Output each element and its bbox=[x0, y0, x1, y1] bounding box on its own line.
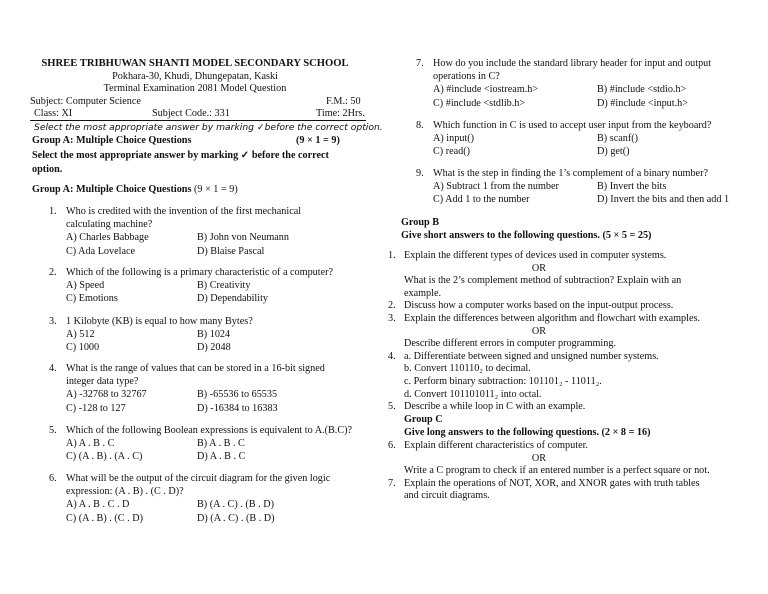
instruction-italic: Select the most appropriate answer by marking ✓before the correct option. bbox=[34, 122, 383, 133]
groupB-question-text: What is the 2’s complement method of subtraction? Explain with an bbox=[404, 275, 682, 287]
groupC-question-text: Explain the operations of NOT, XOR, and XNOR gates with truth tables bbox=[404, 477, 700, 489]
mcq-option-d: D) (A . C) . (B . D) bbox=[197, 512, 275, 524]
groupB-question-number: 2. bbox=[388, 300, 396, 312]
groupB-or-separator: OR bbox=[531, 325, 547, 337]
mcq-option-c: C) Add 1 to the number bbox=[433, 194, 530, 206]
mcq-question-text: Which function in C is used to accept user input from the keyboard? bbox=[433, 120, 712, 131]
mcq-number: 9. bbox=[416, 168, 424, 179]
mcq-option-c: C) (A . B) . (C . D) bbox=[66, 512, 143, 524]
groupB-or-separator: OR bbox=[531, 262, 547, 274]
mcq-option-a: A) Speed bbox=[66, 280, 105, 292]
group-a-heading-marks: (9 × 1 = 9) bbox=[193, 184, 238, 195]
mcq-question-text: What is the range of values that can be stored in a 16-bit signed bbox=[66, 363, 325, 374]
groupB-question-text: example. bbox=[404, 287, 442, 299]
mcq-option-c: C) 1000 bbox=[66, 342, 100, 354]
mcq-option-b: B) scanf() bbox=[597, 133, 639, 145]
groupB-question-text: Discuss how a computer works based on the input-output process. bbox=[404, 300, 674, 312]
mcq-option-a: A) input() bbox=[433, 133, 475, 145]
mcq-question-text: Who is credited with the invention of the first mechanical bbox=[66, 206, 302, 217]
groupB-question-number: 4. bbox=[388, 350, 396, 362]
groupB-question-text: Explain the differences between algorithm and flowchart with examples. bbox=[404, 313, 700, 324]
mcq-number: 4. bbox=[49, 363, 57, 374]
mcq-number: 5. bbox=[49, 425, 57, 436]
mcq-option-d: D) 2048 bbox=[197, 342, 231, 354]
group-b-title: Group B bbox=[401, 217, 440, 228]
group-a-marks: (9 × 1 = 9) bbox=[296, 135, 340, 146]
group-b-instruction: Give short answers to the following questions. (5 × 5 = 25) bbox=[401, 230, 652, 241]
mcq-question-text: What is the step in finding the 1’s complement of a binary number? bbox=[433, 168, 708, 179]
groupC-question-text: Write a C program to check if an entered number is a perfect square or not. bbox=[404, 465, 710, 477]
school-address: Pokhara-30, Khudi, Dhungepatan, Kaski bbox=[112, 71, 278, 82]
groupC-question-text: Explain different characteristics of computer. bbox=[404, 440, 588, 451]
mcq-option-d: D) #include <input.h> bbox=[597, 97, 688, 109]
groupB-question-number: 3. bbox=[388, 313, 396, 324]
group-a-line: Group A: Multiple Choice Questions bbox=[32, 135, 192, 146]
mcq-option-c: C) #include <stdlib.h> bbox=[433, 97, 526, 109]
subject-code: Subject Code.: 331 bbox=[152, 108, 230, 119]
groupB-question-text: a. Differentiate between signed and unsigned number systems. bbox=[404, 350, 659, 362]
mcq-question-text: How do you include the standard library header for input and output bbox=[433, 58, 712, 69]
mcq-option-a: A) -32768 to 32767 bbox=[66, 389, 147, 401]
instruction-bold-2: option. bbox=[32, 164, 63, 175]
mcq-option-b: B) -65536 to 65535 bbox=[197, 389, 278, 401]
instruction-bold: Select the most appropriate answer by marking ✓ before the correct bbox=[32, 150, 329, 161]
mcq-number: 8. bbox=[416, 120, 424, 131]
mcq-question-text: expression: (A . B) . (C . D)? bbox=[66, 486, 184, 498]
groupB-question-text: b. Convert 110110₂ to decimal. bbox=[404, 363, 531, 375]
groupB-question-text: d. Convert 101101011₂ into octal. bbox=[404, 388, 542, 400]
mcq-option-a: A) 512 bbox=[66, 329, 95, 341]
mcq-number: 7. bbox=[416, 58, 424, 69]
school-name: SHREE TRIBHUWAN SHANTI MODEL SECONDARY SCHOOL bbox=[41, 58, 349, 69]
mcq-option-c: C) (A . B) . (A . C) bbox=[66, 451, 143, 463]
time-allowed: Time: 2Hrs. bbox=[316, 108, 365, 119]
mcq-question-text: operations in C? bbox=[433, 71, 500, 83]
mcq-question-text: Which of the following Boolean expressions is equivalent to A.(B.C)? bbox=[66, 425, 353, 436]
class-label: Class: XI bbox=[34, 108, 73, 119]
mcq-question-text: calculating machine? bbox=[66, 219, 153, 231]
group-c-instruction: Give long answers to the following questions. (2 × 8 = 16) bbox=[404, 427, 651, 438]
mcq-option-d: D) A . B . C bbox=[197, 451, 246, 463]
groupB-question-text: c. Perform binary subtraction: 101101₂ - 11011₂. bbox=[404, 376, 602, 387]
mcq-number: 2. bbox=[49, 267, 57, 278]
exam-title: Terminal Examination 2081 Model Question bbox=[103, 83, 287, 94]
mcq-option-b: B) 1024 bbox=[197, 329, 231, 341]
groupB-question-text: Describe a while loop in C with an example. bbox=[404, 401, 586, 413]
mcq-option-d: D) Invert the bits and then add 1 bbox=[597, 194, 730, 206]
group-a-heading bbox=[32, 183, 238, 196]
mcq-option-d: D) Dependability bbox=[197, 293, 269, 305]
mcq-option-a: A) Charles Babbage bbox=[66, 232, 149, 244]
groupC-question-text: and circuit diagrams. bbox=[404, 490, 490, 502]
groupC-question-number: 6. bbox=[388, 440, 396, 451]
mcq-option-b: B) Invert the bits bbox=[597, 181, 667, 193]
mcq-option-a: A) #include <iostream.h> bbox=[433, 84, 539, 96]
groupB-question-number: 5. bbox=[388, 401, 396, 413]
mcq-option-a: A) A . B . C . D bbox=[66, 499, 130, 511]
mcq-question-text: 1 Kilobyte (KB) is equal to how many Bytes? bbox=[66, 316, 253, 327]
groupB-question-text: Describe different errors in computer programming. bbox=[404, 338, 616, 350]
mcq-option-a: A) Subtract 1 from the number bbox=[433, 181, 559, 193]
mcq-option-c: C) -128 to 127 bbox=[66, 402, 126, 414]
mcq-option-c: C) Ada Lovelace bbox=[66, 245, 136, 257]
mcq-question-text: integer data type? bbox=[66, 376, 139, 388]
mcq-option-d: D) -16384 to 16383 bbox=[197, 402, 278, 414]
mcq-option-c: C) Emotions bbox=[66, 293, 118, 305]
mcq-question-text: Which of the following is a primary characteristic of a computer? bbox=[66, 267, 334, 278]
subject-label: Subject: Computer Science bbox=[30, 96, 141, 107]
mcq-option-b: B) (A . C) . (B . D) bbox=[197, 499, 274, 511]
mcq-option-b: B) Creativity bbox=[197, 280, 251, 292]
groupC-or-separator: OR bbox=[531, 452, 547, 464]
group-a-heading-text: Group A: Multiple Choice Questions bbox=[32, 184, 192, 195]
groupC-question-number: 7. bbox=[388, 477, 396, 489]
groupB-question-number: 1. bbox=[388, 250, 396, 261]
full-marks: F.M.: 50 bbox=[326, 96, 361, 107]
groupB-question-text: Explain the different types of devices used in computer systems. bbox=[404, 250, 667, 261]
mcq-option-d: D) Blaise Pascal bbox=[197, 245, 265, 257]
mcq-number: 6. bbox=[49, 473, 57, 484]
mcq-option-b: B) A . B . C bbox=[197, 438, 245, 450]
mcq-option-c: C) read() bbox=[433, 146, 471, 158]
mcq-option-b: B) John von Neumann bbox=[197, 232, 289, 244]
mcq-option-a: A) A . B . C bbox=[66, 438, 115, 450]
mcq-option-d: D) get() bbox=[597, 146, 630, 158]
mcq-number: 1. bbox=[49, 206, 57, 217]
group-c-title: Group C bbox=[404, 414, 443, 425]
mcq-number: 3. bbox=[49, 316, 57, 327]
mcq-question-text: What will be the output of the circuit diagram for the given logic bbox=[66, 473, 331, 484]
mcq-option-b: B) #include <stdio.h> bbox=[597, 84, 687, 96]
